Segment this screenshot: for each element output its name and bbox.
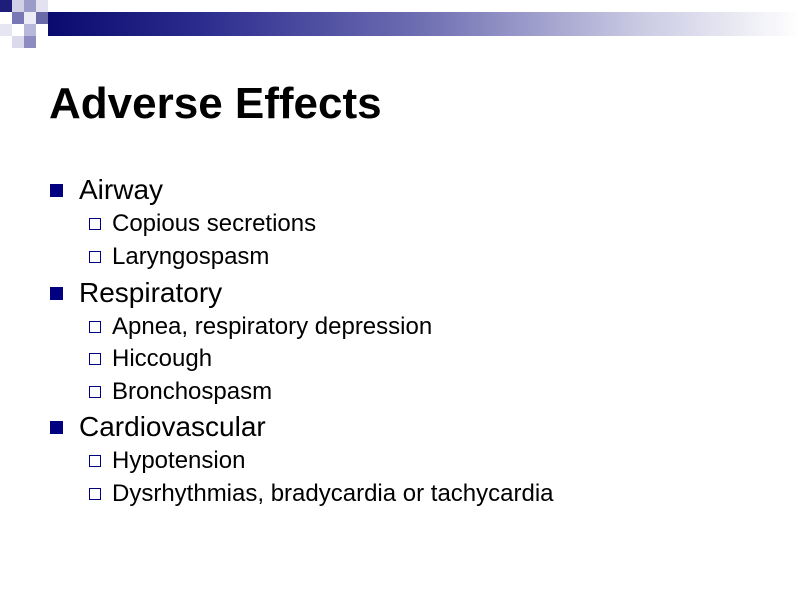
sub-bullet-label: Apnea, respiratory depression bbox=[112, 313, 433, 340]
hollow-square-bullet-icon bbox=[89, 386, 101, 398]
hollow-square-bullet-icon bbox=[89, 455, 101, 467]
bullet-item bbox=[50, 277, 222, 309]
sub-bullet-label: Bronchospasm bbox=[112, 378, 273, 405]
sub-bullet-label: Hiccough bbox=[112, 345, 213, 372]
sub-bullet-item bbox=[89, 243, 269, 271]
sub-bullet-item bbox=[89, 210, 316, 238]
sub-bullet-label: Dysrhythmias, bradycardia or tachycardia bbox=[112, 480, 554, 507]
bullet-item bbox=[50, 174, 163, 206]
hollow-square-bullet-icon bbox=[89, 218, 101, 230]
sub-bullet-item bbox=[89, 480, 554, 508]
sub-bullet-item bbox=[89, 345, 212, 373]
sub-bullet-label: Copious secretions bbox=[112, 210, 317, 237]
hollow-square-bullet-icon bbox=[89, 353, 101, 365]
slide-title: Adverse Effects bbox=[49, 79, 382, 128]
sub-bullet-label: Laryngospasm bbox=[112, 243, 270, 270]
sub-bullet-item bbox=[89, 447, 245, 475]
bullet-item bbox=[50, 411, 266, 443]
sub-bullet-label: Hypotension bbox=[112, 447, 246, 474]
sub-bullet-item bbox=[89, 378, 272, 406]
hollow-square-bullet-icon bbox=[89, 321, 101, 333]
hollow-square-bullet-icon bbox=[89, 251, 101, 263]
bullet-label: Respiratory bbox=[79, 277, 223, 308]
filled-square-bullet-icon bbox=[50, 421, 63, 434]
bullet-label: Cardiovascular bbox=[79, 411, 266, 442]
filled-square-bullet-icon bbox=[50, 184, 63, 197]
bullet-label: Airway bbox=[79, 174, 164, 205]
sub-bullet-item bbox=[89, 313, 432, 341]
hollow-square-bullet-icon bbox=[89, 488, 101, 500]
filled-square-bullet-icon bbox=[50, 287, 63, 300]
